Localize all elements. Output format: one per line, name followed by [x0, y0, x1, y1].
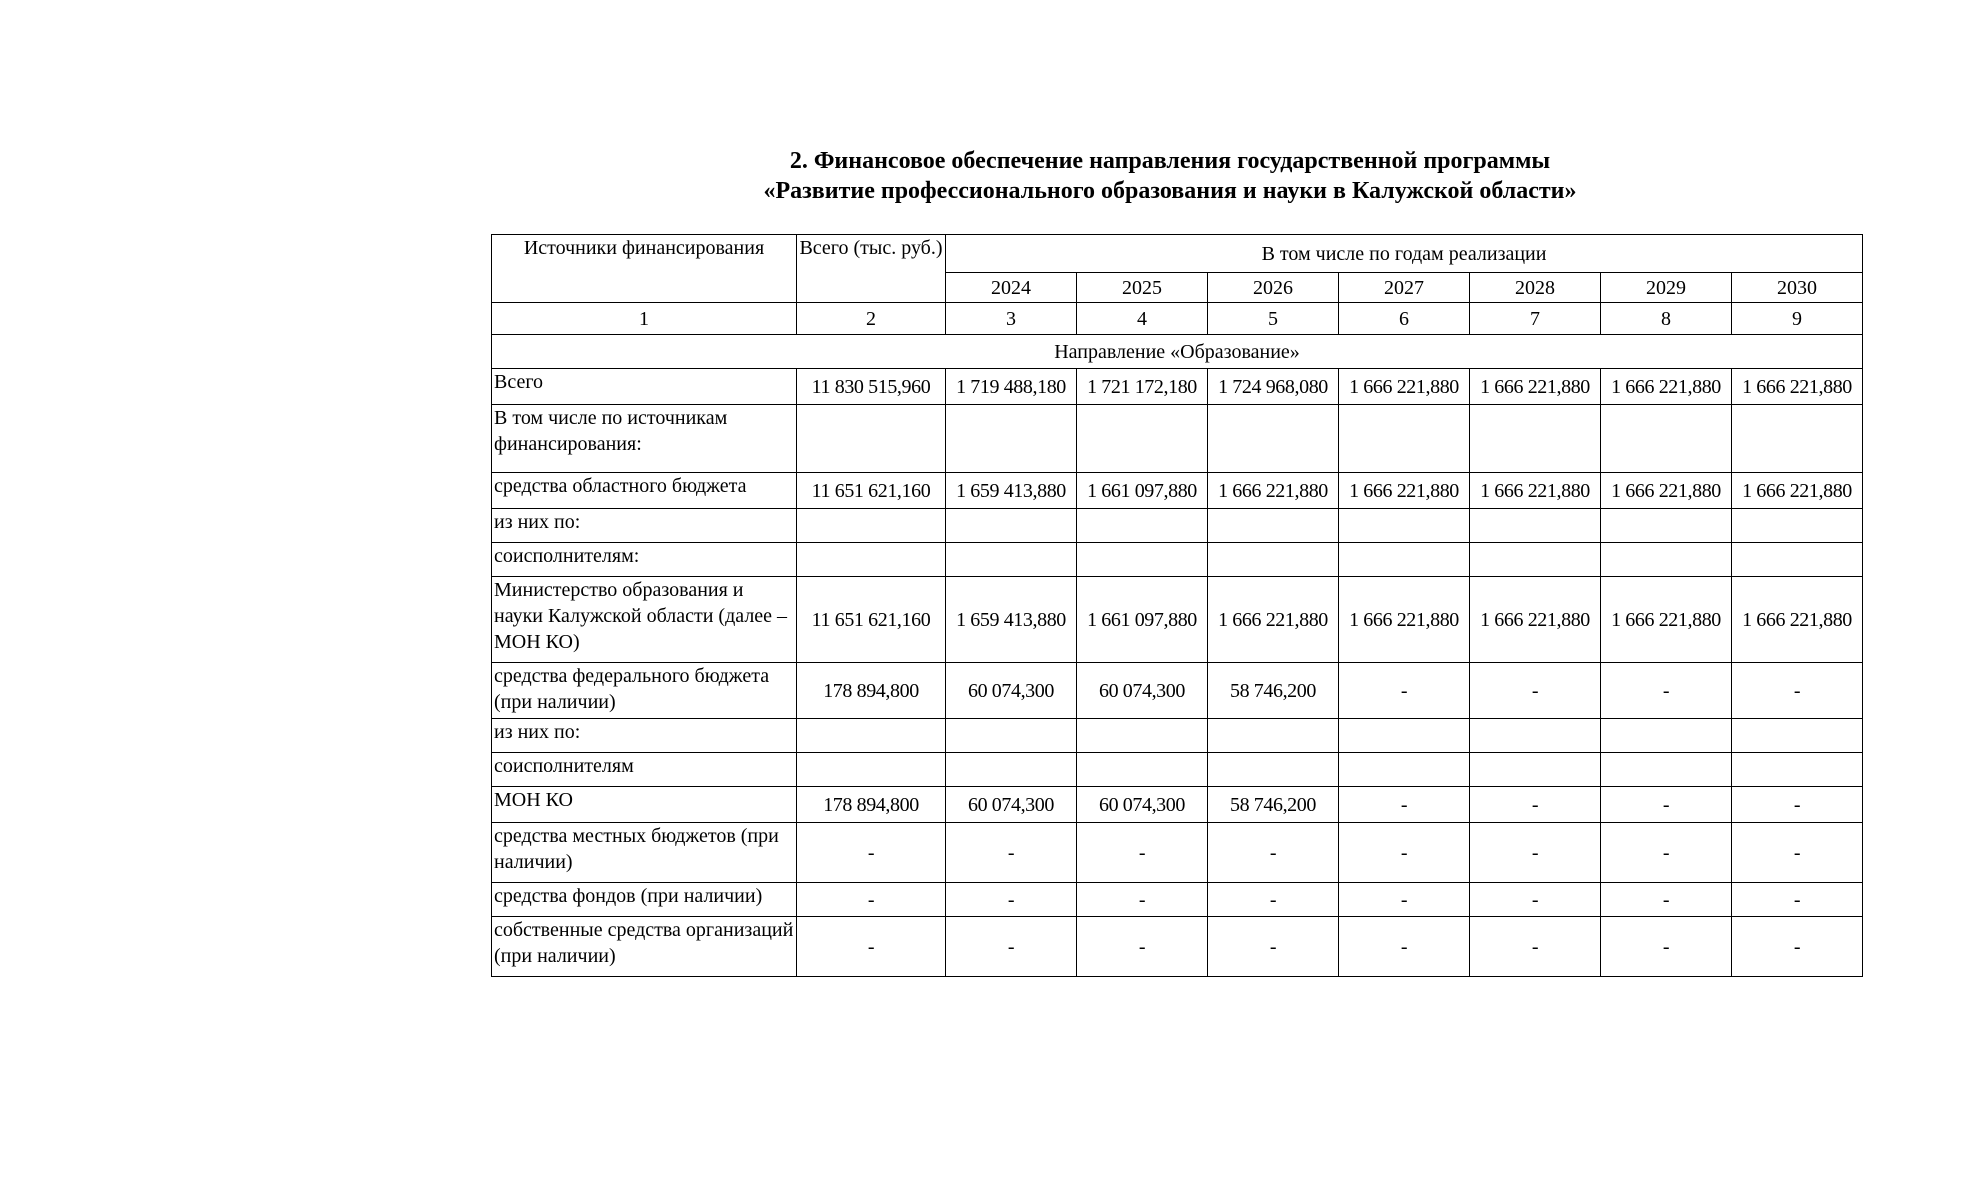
column-number: 6: [1339, 303, 1470, 335]
cell-total: 11 651 621,160: [797, 473, 946, 509]
cell-total: -: [797, 823, 946, 883]
table-row: [492, 823, 1863, 883]
cell-year-value: -: [1339, 663, 1470, 719]
table-row: [492, 577, 1863, 663]
financing-table: [491, 234, 1863, 977]
cell-year-value: 1 666 221,880: [1601, 577, 1732, 663]
column-number: 8: [1601, 303, 1732, 335]
cell-year-value: -: [946, 883, 1077, 917]
cell-year-value: 1 661 097,880: [1077, 473, 1208, 509]
row-label: средства местных бюджетов (при наличии): [492, 823, 797, 883]
table-row: [492, 509, 1863, 543]
cell-year-value: 1 666 221,880: [1601, 473, 1732, 509]
cell-year-value: 1 666 221,880: [1208, 473, 1339, 509]
cell-year-value: 1 661 097,880: [1077, 577, 1208, 663]
row-label: Всего: [492, 369, 797, 405]
cell-year-value: [1339, 405, 1470, 473]
row-label: средства федерального бюджета (при наличии): [492, 663, 797, 719]
table-row: [492, 787, 1863, 823]
cell-year-value: 1 666 221,880: [1732, 473, 1863, 509]
cell-year-value: [1077, 405, 1208, 473]
cell-year-value: 1 666 221,880: [1470, 577, 1601, 663]
cell-year-value: -: [1732, 663, 1863, 719]
header-year: 2030: [1732, 273, 1863, 303]
column-number: 5: [1208, 303, 1339, 335]
table-row: [492, 405, 1863, 473]
section-row: [492, 335, 1863, 369]
row-label: из них по:: [492, 509, 797, 543]
title-line-2: «Развитие профессионального образования и науки в Калужской области»: [763, 178, 1577, 204]
cell-total: 178 894,800: [797, 787, 946, 823]
cell-year-value: [1208, 753, 1339, 787]
cell-year-value: 1 719 488,180: [946, 369, 1077, 405]
cell-year-value: -: [1077, 883, 1208, 917]
cell-year-value: -: [1208, 883, 1339, 917]
cell-year-value: -: [1077, 823, 1208, 883]
cell-year-value: [1601, 753, 1732, 787]
cell-year-value: -: [946, 917, 1077, 977]
cell-year-value: 60 074,300: [1077, 787, 1208, 823]
cell-year-value: [1732, 719, 1863, 753]
cell-year-value: [1470, 719, 1601, 753]
cell-year-value: -: [1339, 787, 1470, 823]
cell-year-value: [1601, 405, 1732, 473]
column-number: 3: [946, 303, 1077, 335]
cell-total: [797, 543, 946, 577]
cell-year-value: -: [1601, 883, 1732, 917]
row-label: В том числе по источникам финансирования:: [492, 405, 797, 473]
row-label: соисполнителям: [492, 753, 797, 787]
cell-year-value: [946, 509, 1077, 543]
cell-year-value: 1 666 221,880: [1732, 369, 1863, 405]
cell-year-value: [1470, 753, 1601, 787]
cell-year-value: 60 074,300: [1077, 663, 1208, 719]
cell-year-value: -: [1208, 917, 1339, 977]
cell-year-value: -: [1732, 917, 1863, 977]
cell-total: -: [797, 883, 946, 917]
cell-year-value: -: [1470, 663, 1601, 719]
table-row: [492, 719, 1863, 753]
cell-year-value: -: [1470, 883, 1601, 917]
cell-year-value: 1 666 221,880: [1732, 577, 1863, 663]
cell-year-value: 1 666 221,880: [1339, 473, 1470, 509]
cell-year-value: 1 659 413,880: [946, 577, 1077, 663]
cell-total: [797, 719, 946, 753]
cell-year-value: -: [1470, 917, 1601, 977]
cell-year-value: [1339, 543, 1470, 577]
header-by-years: В том числе по годам реализации: [946, 235, 1863, 273]
document-title: [700, 146, 1640, 206]
cell-year-value: [1470, 509, 1601, 543]
header-year: 2024: [946, 273, 1077, 303]
cell-year-value: 60 074,300: [946, 787, 1077, 823]
cell-year-value: [1732, 405, 1863, 473]
cell-year-value: [1339, 753, 1470, 787]
cell-year-value: -: [1470, 823, 1601, 883]
cell-year-value: [1208, 405, 1339, 473]
cell-year-value: [1208, 509, 1339, 543]
column-number: 4: [1077, 303, 1208, 335]
cell-year-value: 1 666 221,880: [1339, 577, 1470, 663]
row-label: МОН КО: [492, 787, 797, 823]
cell-year-value: [1601, 509, 1732, 543]
cell-year-value: 1 659 413,880: [946, 473, 1077, 509]
cell-total: 178 894,800: [797, 663, 946, 719]
row-label: соисполнителям:: [492, 543, 797, 577]
cell-year-value: -: [1339, 823, 1470, 883]
cell-year-value: [1339, 509, 1470, 543]
cell-total: [797, 509, 946, 543]
header-year: 2029: [1601, 273, 1732, 303]
cell-year-value: -: [1339, 917, 1470, 977]
table-row: [492, 473, 1863, 509]
table-row: [492, 917, 1863, 977]
cell-year-value: [1601, 543, 1732, 577]
cell-year-value: [1077, 719, 1208, 753]
cell-total: 11 830 515,960: [797, 369, 946, 405]
cell-year-value: [946, 719, 1077, 753]
cell-year-value: -: [1732, 787, 1863, 823]
cell-year-value: 58 746,200: [1208, 787, 1339, 823]
header-year: 2026: [1208, 273, 1339, 303]
table-row: [492, 369, 1863, 405]
cell-year-value: 1 724 968,080: [1208, 369, 1339, 405]
cell-year-value: -: [1601, 917, 1732, 977]
cell-year-value: 1 666 221,880: [1470, 369, 1601, 405]
row-label: из них по:: [492, 719, 797, 753]
header-row-1: [492, 235, 1863, 273]
cell-year-value: [1732, 753, 1863, 787]
cell-total: 11 651 621,160: [797, 577, 946, 663]
cell-year-value: 60 074,300: [946, 663, 1077, 719]
header-year: 2027: [1339, 273, 1470, 303]
section-title: Направление «Образование»: [492, 335, 1863, 369]
cell-year-value: -: [1601, 823, 1732, 883]
cell-year-value: [1077, 543, 1208, 577]
cell-year-value: [946, 753, 1077, 787]
cell-year-value: 1 721 172,180: [1077, 369, 1208, 405]
column-number: 1: [492, 303, 797, 335]
header-total: Всего (тыс. руб.): [797, 235, 946, 303]
cell-year-value: [1601, 719, 1732, 753]
cell-year-value: -: [1601, 787, 1732, 823]
header-year: 2025: [1077, 273, 1208, 303]
cell-year-value: -: [1208, 823, 1339, 883]
cell-total: [797, 405, 946, 473]
table-row: [492, 543, 1863, 577]
cell-year-value: [1208, 719, 1339, 753]
header-year: 2028: [1470, 273, 1601, 303]
cell-year-value: -: [1470, 787, 1601, 823]
column-numbers-row: [492, 303, 1863, 335]
cell-year-value: 1 666 221,880: [1339, 369, 1470, 405]
cell-year-value: -: [1732, 883, 1863, 917]
cell-year-value: 1 666 221,880: [1470, 473, 1601, 509]
cell-year-value: [1470, 543, 1601, 577]
cell-year-value: [1208, 543, 1339, 577]
column-number: 2: [797, 303, 946, 335]
table-row: [492, 753, 1863, 787]
cell-year-value: -: [1077, 917, 1208, 977]
cell-year-value: 58 746,200: [1208, 663, 1339, 719]
row-label: средства областного бюджета: [492, 473, 797, 509]
cell-total: [797, 753, 946, 787]
row-label: Министерство образования и науки Калужской области (далее – МОН КО): [492, 577, 797, 663]
title-line-1: 2. Финансовое обеспечение направления государственной программы: [789, 148, 1551, 174]
cell-year-value: [946, 405, 1077, 473]
column-number: 7: [1470, 303, 1601, 335]
column-number: 9: [1732, 303, 1863, 335]
cell-year-value: -: [1339, 883, 1470, 917]
cell-year-value: [946, 543, 1077, 577]
cell-year-value: [1077, 509, 1208, 543]
table-row: [492, 663, 1863, 719]
table-row: [492, 883, 1863, 917]
row-label: средства фондов (при наличии): [492, 883, 797, 917]
cell-year-value: 1 666 221,880: [1208, 577, 1339, 663]
cell-year-value: [1732, 543, 1863, 577]
cell-year-value: [1732, 509, 1863, 543]
cell-total: -: [797, 917, 946, 977]
cell-year-value: [1470, 405, 1601, 473]
row-label: собственные средства организаций (при наличии): [492, 917, 797, 977]
cell-year-value: -: [946, 823, 1077, 883]
cell-year-value: -: [1601, 663, 1732, 719]
header-sources: Источники финансирования: [492, 235, 797, 303]
cell-year-value: [1077, 753, 1208, 787]
cell-year-value: [1339, 719, 1470, 753]
cell-year-value: -: [1732, 823, 1863, 883]
cell-year-value: 1 666 221,880: [1601, 369, 1732, 405]
